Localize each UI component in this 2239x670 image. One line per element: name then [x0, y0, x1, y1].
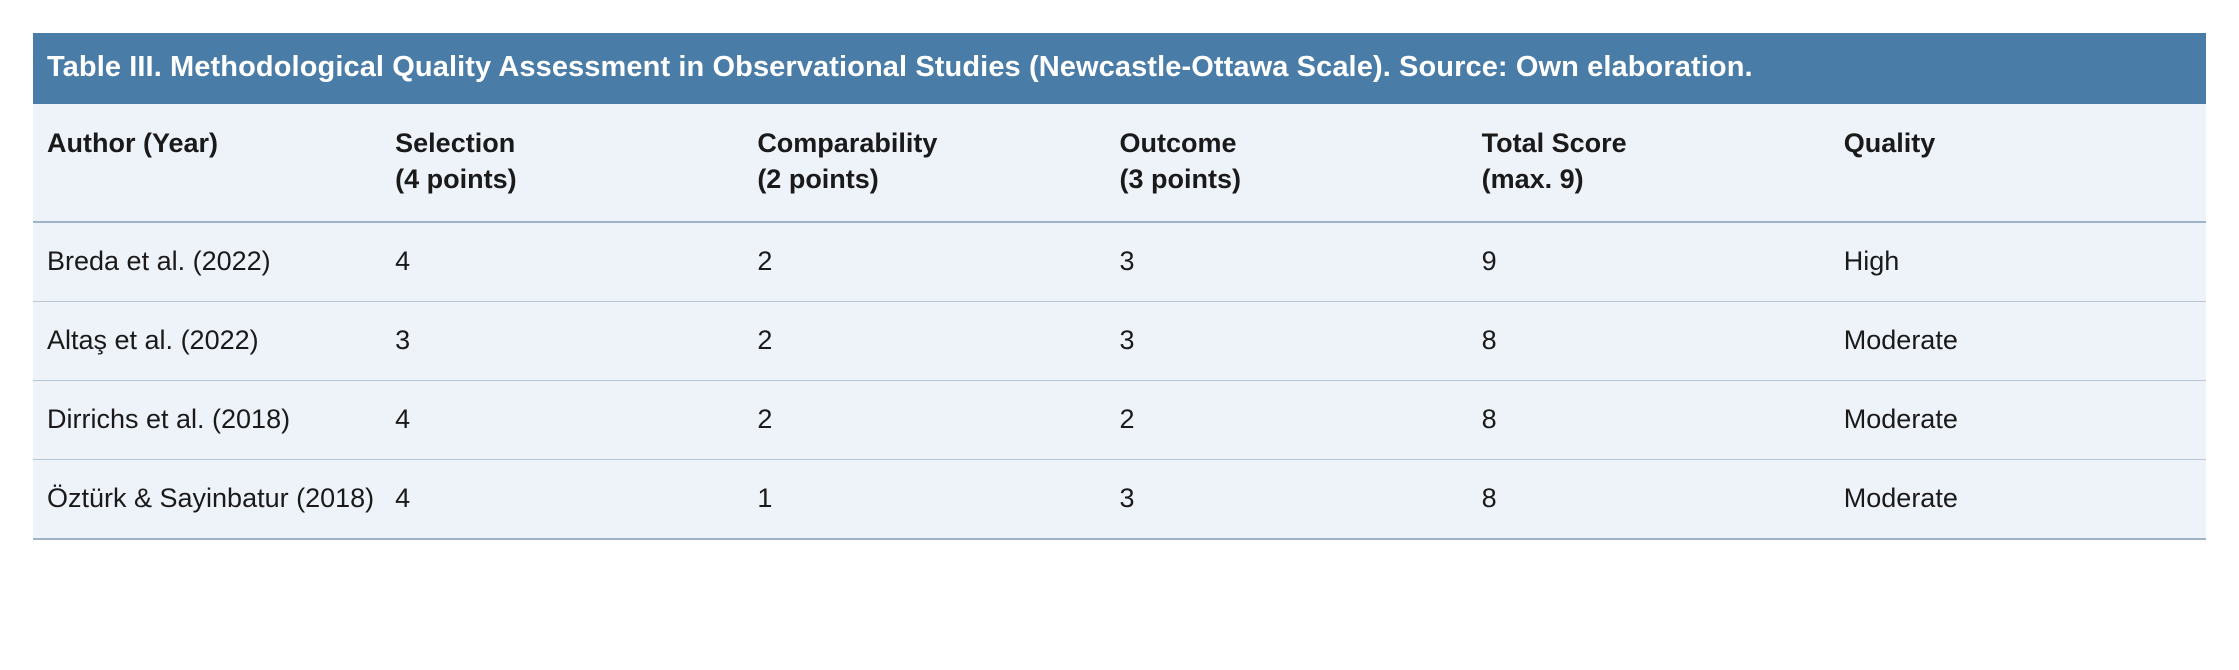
table-caption: Table III. Methodological Quality Assessment in Observational Studies (Newcastle-Ottawa Scale). Source: Own elaboration.	[33, 33, 2206, 104]
column-header-total-score	[1482, 104, 1844, 222]
table-caption-head	[33, 33, 2206, 104]
cell-outcome: 2	[1119, 381, 1481, 460]
column-header-comparability-line1: Comparability	[757, 128, 938, 158]
table-row	[33, 302, 2206, 381]
quality-assessment-table	[33, 33, 2206, 540]
cell-outcome: 3	[1119, 302, 1481, 381]
table-body	[33, 222, 2206, 539]
column-header-quality	[1844, 104, 2206, 222]
cell-author: Breda et al. (2022)	[33, 222, 395, 302]
cell-selection: 4	[395, 381, 757, 460]
cell-quality: Moderate	[1844, 302, 2206, 381]
cell-comparability: 2	[757, 302, 1119, 381]
table-caption-row	[33, 33, 2206, 104]
column-header-selection-line2: (4 points)	[395, 163, 517, 194]
cell-total-score: 9	[1482, 222, 1844, 302]
column-header-outcome-line1: Outcome	[1119, 128, 1237, 158]
table-row	[33, 460, 2206, 540]
cell-author: Dirrichs et al. (2018)	[33, 381, 395, 460]
column-header-comparability	[757, 104, 1119, 222]
column-header-outcome-line2: (3 points)	[1119, 163, 1241, 194]
cell-author: Öztürk & Sayinbatur (2018)	[33, 460, 395, 540]
column-header-author	[33, 104, 395, 222]
column-header-author-line1: Author (Year)	[47, 128, 219, 158]
cell-selection: 3	[395, 302, 757, 381]
cell-total-score: 8	[1482, 381, 1844, 460]
cell-quality: Moderate	[1844, 381, 2206, 460]
cell-author: Altaş et al. (2022)	[33, 302, 395, 381]
cell-outcome: 3	[1119, 222, 1481, 302]
table-row	[33, 381, 2206, 460]
column-header-total-score-line2: (max. 9)	[1481, 163, 1584, 194]
cell-total-score: 8	[1482, 302, 1844, 381]
column-header-comparability-line2: (2 points)	[757, 163, 879, 194]
cell-quality: Moderate	[1844, 460, 2206, 540]
cell-comparability: 2	[757, 222, 1119, 302]
table-container	[33, 33, 2206, 540]
cell-outcome: 3	[1119, 460, 1481, 540]
cell-comparability: 2	[757, 381, 1119, 460]
cell-selection: 4	[395, 460, 757, 540]
table-column-header	[33, 104, 2206, 222]
cell-selection: 4	[395, 222, 757, 302]
cell-total-score: 8	[1482, 460, 1844, 540]
table-header-row	[33, 104, 2206, 222]
cell-quality: High	[1844, 222, 2206, 302]
column-header-selection	[395, 104, 757, 222]
cell-comparability: 1	[757, 460, 1119, 540]
column-header-selection-line1: Selection	[395, 128, 516, 158]
column-header-quality-line1: Quality	[1843, 128, 1936, 158]
column-header-outcome	[1119, 104, 1481, 222]
column-header-total-score-line1: Total Score	[1481, 128, 1627, 158]
table-row	[33, 222, 2206, 302]
